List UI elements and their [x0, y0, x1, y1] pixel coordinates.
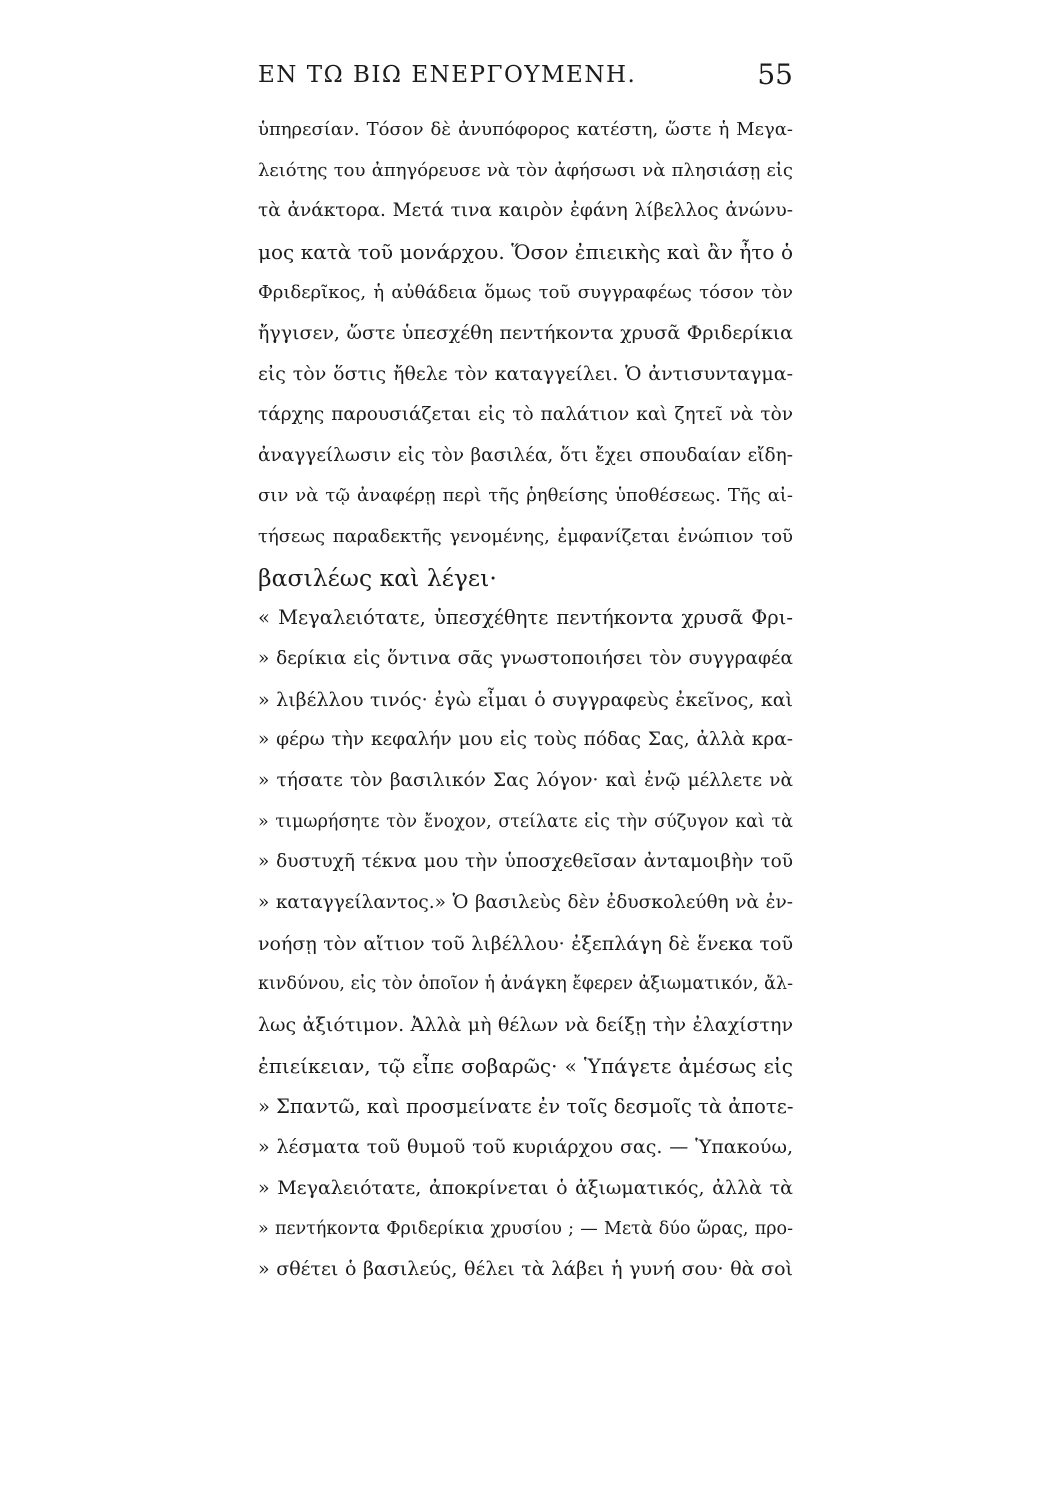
text-line: τήσεως παραδεκτῆς γενομένης, ἐμφανίζεται ἐνώπιον τοῦ [258, 525, 793, 547]
running-title: ΕΝ ΤΩ ΒΙΩ ΕΝΕΡΓΟΥΜΕΝΗ. [258, 62, 637, 88]
text-line: νοήσῃ τὸν αἴτιον τοῦ λιβέλλου· ἐξεπλάγη δὲ ἕνεκα τοῦ [258, 932, 793, 955]
text-line: τὰ ἀνάκτορα. Μετά τινα καιρὸν ἐφάνη λίβελλος ἀνώνυ- [258, 200, 793, 222]
text-line: ὑπηρεσίαν. Τόσον δὲ ἀνυπόφορος κατέστη, ὥστε ἡ Μεγα- [258, 119, 793, 140]
text-line: » τιμωρήσητε τὸν ἔνοχον, στείλατε εἰς τὴν σύζυγον καὶ τὰ [258, 811, 793, 832]
body-text [258, 110, 793, 1290]
text-line: » καταγγείλαντος.» Ὁ βασιλεὺς δὲν ἐδυσκολεύθη νὰ ἐν- [258, 892, 793, 914]
text-line: « Μεγαλειότατε, ὑπεσχέθητε πεντήκοντα χρυσᾶ Φρι- [258, 606, 793, 630]
text-line: λειότης του ἀπηγόρευσε νὰ τὸν ἀφήσωσι νὰ πλησιάσῃ εἰς [258, 159, 793, 181]
text-line: » λέσματα τοῦ θυμοῦ τοῦ κυριάρχου σας. — Ὑπακούω, [258, 1136, 793, 1159]
text-line: κινδύνου, εἰς τὸν ὁποῖον ἡ ἀνάγκη ἔφερεν ἀξιωματικόν, ἄλ- [258, 974, 793, 995]
text-line: μος κατὰ τοῦ μονάρχου. Ὅσον ἐπιεικὴς καὶ ἂν ἦτο ὁ [258, 240, 793, 265]
text-line: » σθέτει ὁ βασιλεύς, θέλει τὰ λάβει ἡ γυνή σου· θὰ σοὶ [258, 1258, 793, 1281]
text-line: εἰς τὸν ὅστις ἤθελε τὸν καταγγείλει. Ὁ ἀντισυνταγμα- [258, 363, 793, 386]
page-header [258, 58, 793, 98]
text-line: » δυστυχῆ τέκνα μου τὴν ὑποσχεθεῖσαν ἀνταμοιβὴν τοῦ [258, 851, 793, 873]
text-line: » Σπαντῶ, καὶ προσμείνατε ἐν τοῖς δεσμοῖς τὰ ἀποτε- [258, 1094, 793, 1118]
text-line: » πεντήκοντα Φριδερίκια χρυσίου ; — Μετὰ δύο ὥρας, προ- [258, 1218, 793, 1239]
text-line: τάρχης παρουσιάζεται εἰς τὸ παλάτιον καὶ ζητεῖ νὰ τὸν [258, 403, 793, 425]
page-number: 55 [757, 58, 793, 91]
text-line: ἤγγισεν, ὥστε ὑπεσχέθη πεντήκοντα χρυσᾶ Φριδερίκια [258, 322, 793, 345]
text-line: σιν νὰ τῷ ἀναφέρῃ περὶ τῆς ῥηθείσης ὑποθέσεως. Τῆς αἰ- [258, 485, 793, 507]
text-line: λως ἀξιότιμον. Ἀλλὰ μὴ θέλων νὰ δείξῃ τὴν ἐλαχίστην [258, 1014, 793, 1037]
text-line: » φέρω τὴν κεφαλήν μου εἰς τοὺς πόδας Σας, ἀλλὰ κρα- [258, 729, 793, 751]
text-line: ἀναγγείλωσιν εἰς τὸν βασιλέα, ὅτι ἔχει σπουδαίαν εἴδη- [258, 444, 793, 466]
text-line: » τήσατε τὸν βασιλικόν Σας λόγον· καὶ ἐνῷ μέλλετε νὰ [258, 770, 793, 791]
text-line: » Μεγαλειότατε, ἀποκρίνεται ὁ ἀξιωματικός, ἀλλὰ τὰ [258, 1176, 793, 1199]
text-line: » δερίκια εἰς ὅντινα σᾶς γνωστοποιήσει τὸν συγγραφέα [258, 647, 793, 669]
text-line: Φριδερῖκος, ἡ αὐθάδεια ὅμως τοῦ συγγραφέως τόσον τὸν [258, 281, 793, 303]
text-line: βασιλέως καὶ λέγει· [258, 563, 497, 592]
text-line: » λιβέλλου τινός· ἐγὼ εἶμαι ὁ συγγραφεὺς ἐκεῖνος, καὶ [258, 688, 793, 711]
text-line: ἐπιείκειαν, τῷ εἶπε σοβαρῶς· « Ὑπάγετε ἀμέσως εἰς [258, 1053, 793, 1078]
